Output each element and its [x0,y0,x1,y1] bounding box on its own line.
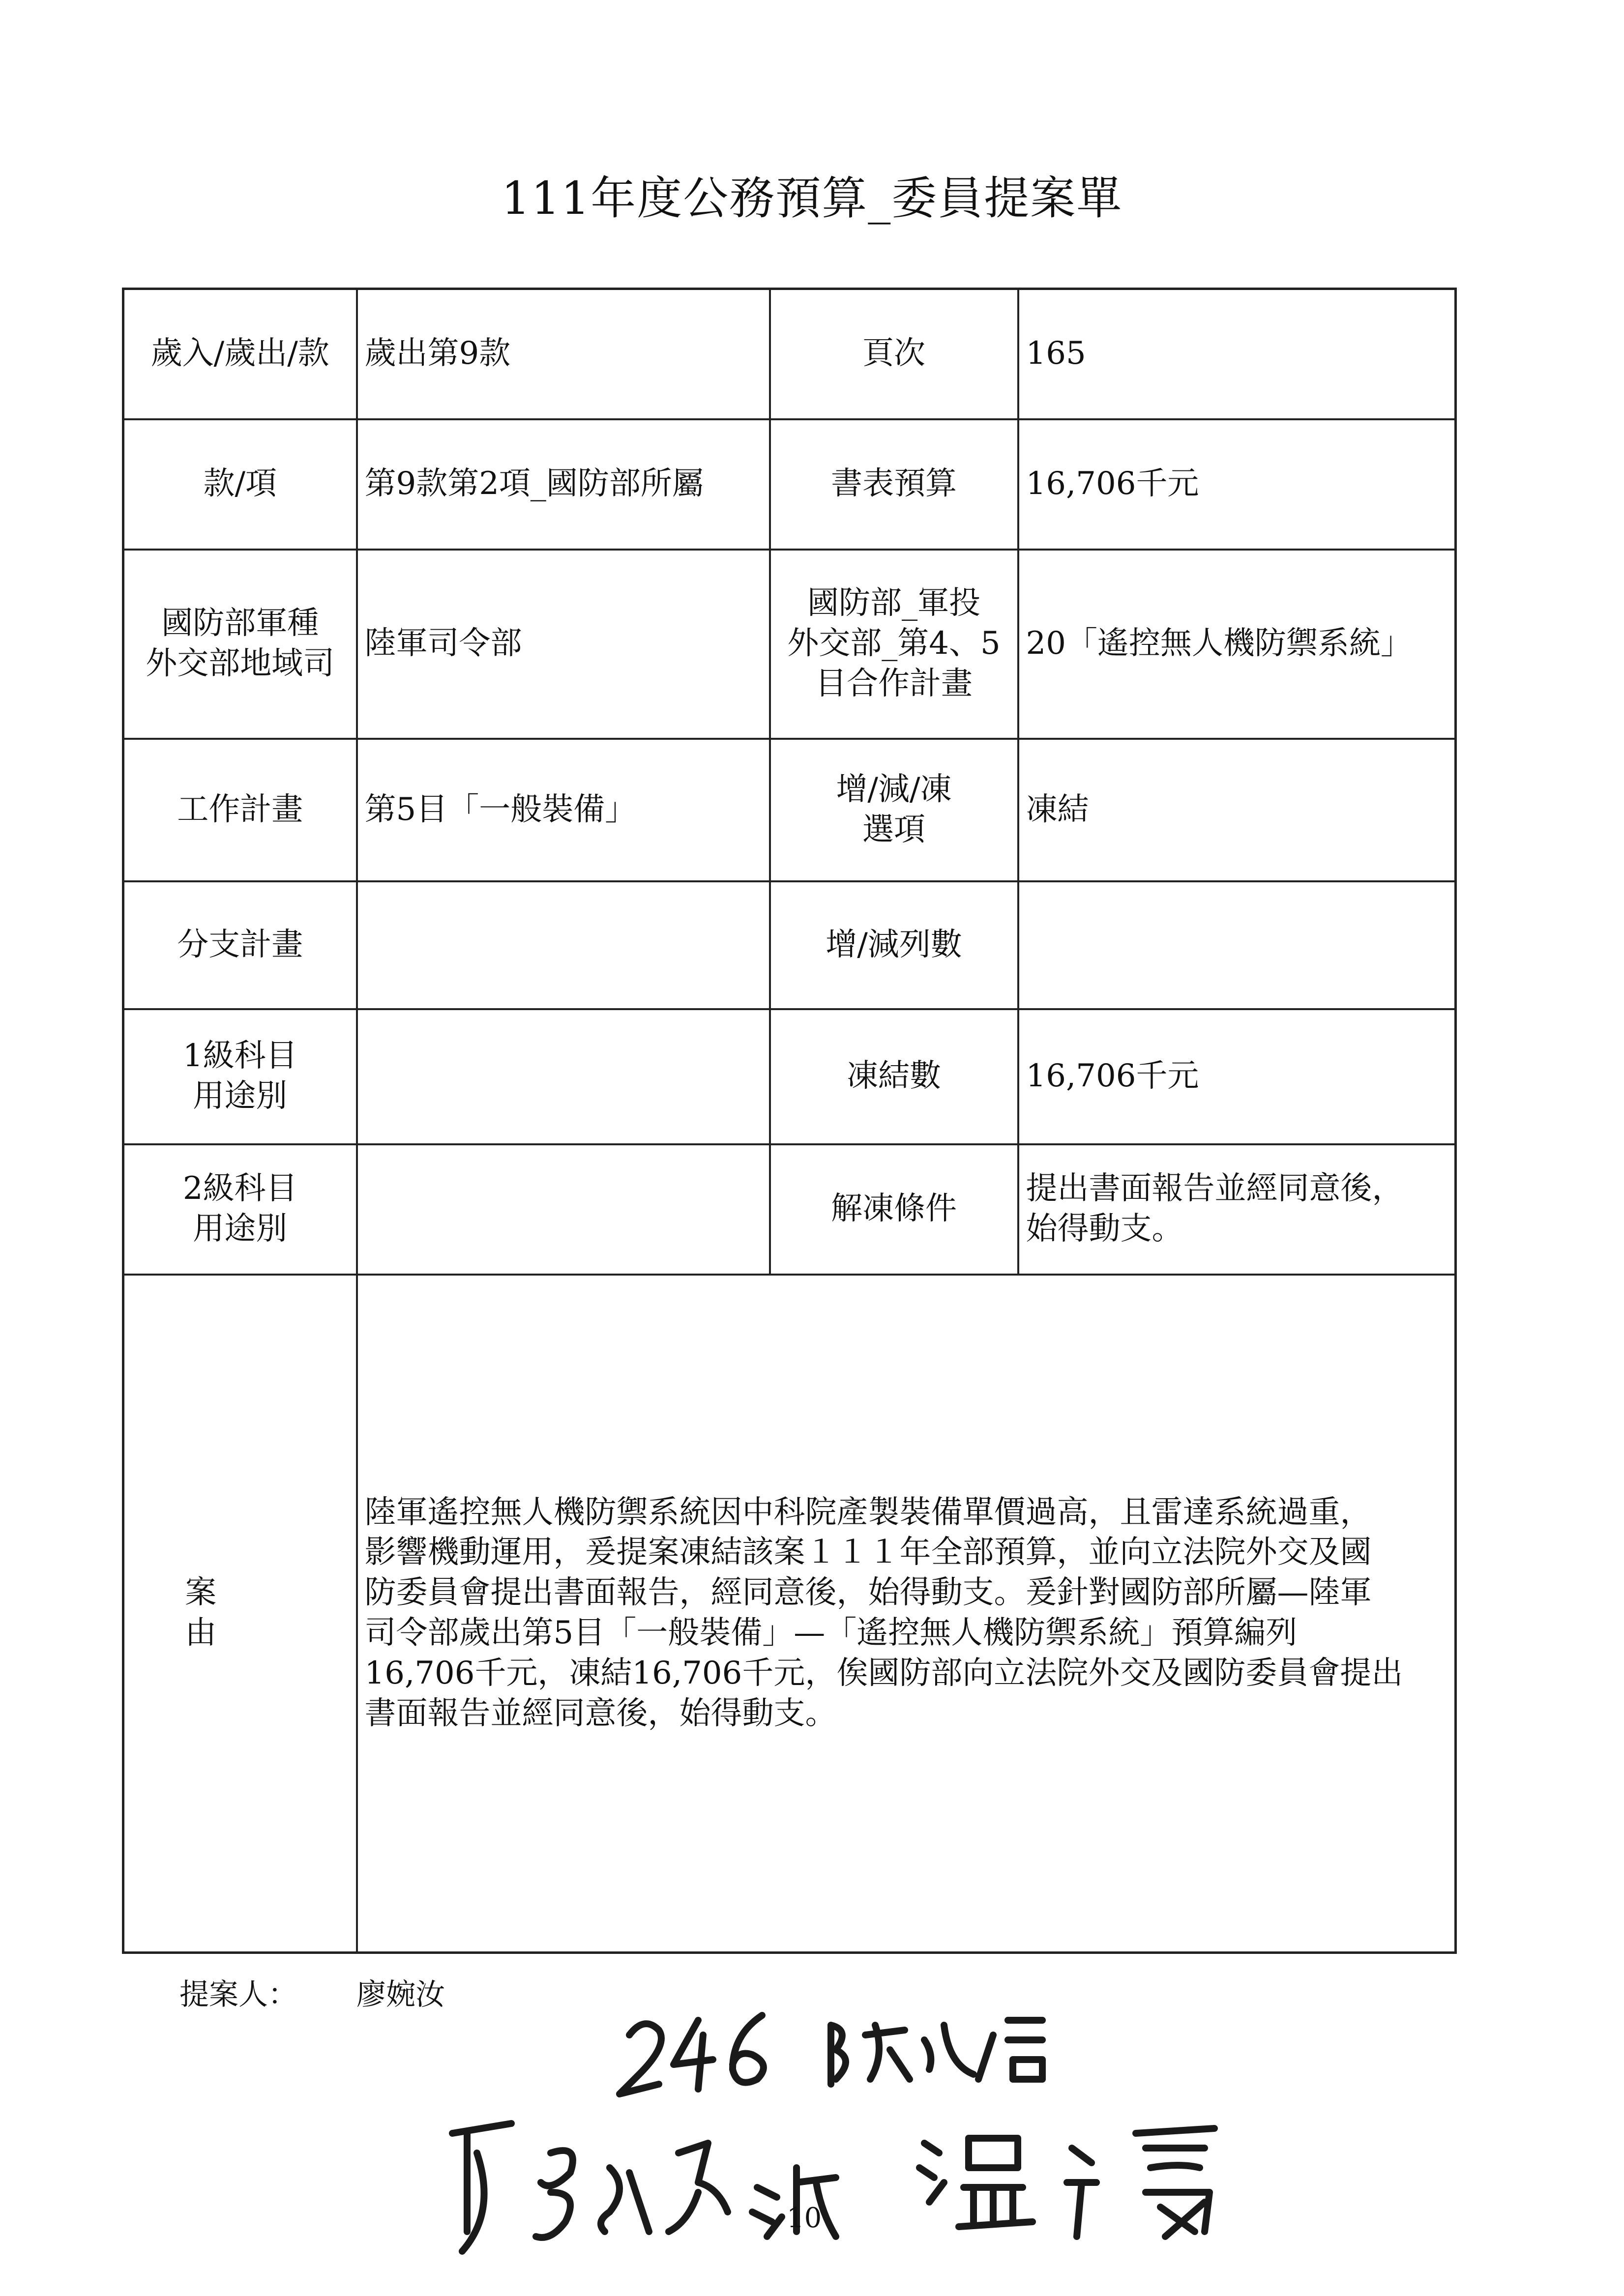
label-military-branch-line2: 外交部地域司 [146,645,335,682]
label-branch-plan: 分支計畫 [123,881,357,1009]
value-frozen-amount: 16,706千元 [1018,1009,1456,1144]
reason-line: 司令部歲出第5目「一般裝備」—「遙控無人機防禦系統」預算編列 [364,1615,1298,1652]
reason-line: 防委員會提出書面報告，經同意後，始得動支。爰針對國防部所屬—陸軍 [364,1574,1372,1611]
value-account-item: 第9款第2項_國防部所屬 [357,419,770,550]
label-adjust-option-line2: 選項 [862,811,925,848]
label-account-item: 款/項 [123,419,357,550]
label-level2-subject-line2: 用途別 [193,1211,288,1247]
form-row-service [123,550,1456,739]
proposer-label: 提案人： [179,1977,297,2012]
label-cooperation-plan-line3: 目合作計畫 [815,665,973,702]
reason-line: 書面報告並經同意後，始得動支。 [364,1695,837,1732]
value-revenue-expense-account: 歲出第9款 [357,289,770,419]
page-title: 111年度公務預算_委員提案單 [501,172,1123,225]
label-cooperation-plan [770,550,1018,739]
value-level2-subject [357,1144,770,1275]
label-cooperation-plan-line1: 國防部_軍投 [807,585,980,622]
reason-text [357,1275,1456,1953]
value-level1-subject [357,1009,770,1144]
value-unfreeze-condition-line2: 始得動支。 [1026,1211,1183,1247]
value-adjust-amount [1018,881,1456,1009]
label-level1-subject [123,1009,357,1144]
label-level1-subject-line2: 用途別 [193,1078,288,1114]
form-row-branch-plan [123,881,1456,1009]
reason-line: 陸軍遙控無人機防禦系統因中科院產製裝備單價過高，且雷達系統過重， [364,1494,1372,1531]
label-work-plan: 工作計畫 [123,739,357,881]
value-branch-plan [357,881,770,1009]
label-military-branch [123,550,357,739]
label-unfreeze-condition: 解凍條件 [770,1144,1018,1275]
form-row-level2 [123,1144,1456,1275]
value-cooperation-plan: 20「遙控無人機防禦系統」 [1018,550,1456,739]
label-adjust-amount: 增/減列數 [770,881,1018,1009]
reason-line: 影響機動運用，爰提案凍結該案１１１年全部預算，並向立法院外交及國 [364,1534,1372,1571]
label-adjust-option [770,739,1018,881]
value-budget-table: 16,706千元 [1018,419,1456,550]
label-reason: 案由 [123,1275,357,1953]
label-frozen-amount: 凍結數 [770,1009,1018,1144]
value-work-plan: 第5目「一般裝備」 [357,739,770,881]
value-unfreeze-condition-line1: 提出書面報告並經同意後， [1026,1170,1404,1207]
label-budget-table: 書表預算 [770,419,1018,550]
reason-line: 16,706千元，凍結16,706千元，俟國防部向立法院外交及國防委員會提出 [364,1655,1403,1692]
value-adjust-option: 凍結 [1018,739,1456,881]
form-row-account [123,289,1456,419]
form-row-level1 [123,1009,1456,1144]
value-page: 165 [1018,289,1456,419]
proposal-form-table [122,288,1457,1954]
value-military-branch: 陸軍司令部 [357,550,770,739]
handwritten-signatures [423,2005,1337,2281]
label-page: 頁次 [770,289,1018,419]
label-level2-subject [123,1144,357,1275]
label-cooperation-plan-line2: 外交部_第4、5 [787,625,1001,662]
form-row-item [123,419,1456,550]
form-row-work-plan [123,739,1456,881]
label-level1-subject-line1: 1級科目 [182,1038,297,1075]
form-row-reason [123,1275,1456,1953]
page-number: 10 [787,2202,822,2234]
label-revenue-expense-account: 歲入/歲出/款 [123,289,357,419]
value-unfreeze-condition [1018,1144,1456,1275]
label-military-branch-line1: 國防部軍種 [161,605,319,642]
proposer-name: 廖婉汝 [356,1977,445,2012]
label-adjust-option-line1: 增/減/凍 [836,771,952,808]
label-level2-subject-line1: 2級科目 [182,1170,297,1207]
